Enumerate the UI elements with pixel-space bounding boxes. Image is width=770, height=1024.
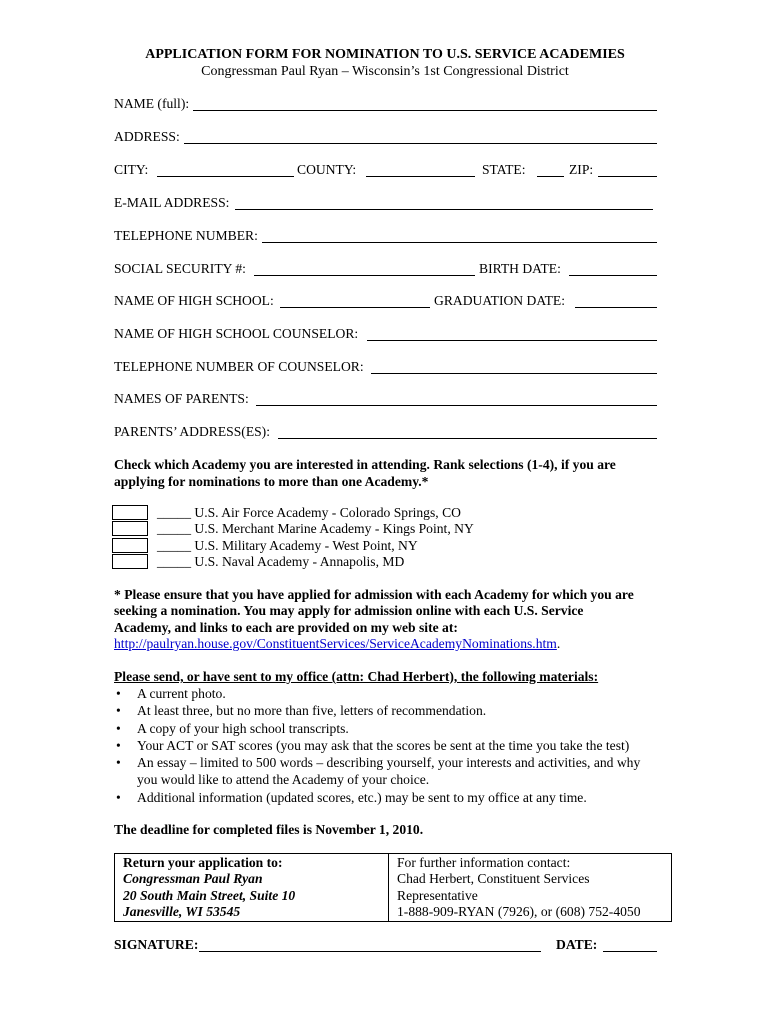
academy-instruction-1: Check which Academy you are interested in attending. Rank selections (1-4), if you are xyxy=(114,457,616,472)
parents-address-label: PARENTS’ ADDRESS(ES): xyxy=(114,424,270,439)
academy-air-force: _____ U.S. Air Force Academy - Colorado Springs, CO xyxy=(157,505,461,520)
city-label: CITY: xyxy=(114,162,149,177)
materials-heading: Please send, or have sent to my office (attn: Chad Herbert), the following materials: xyxy=(114,669,599,684)
nomination-url-link[interactable]: http://paulryan.house.gov/ConstituentServices/ServiceAcademyNominations.htm xyxy=(114,636,557,651)
note-line-2: seeking a nomination. You may apply for admission online with each U.S. Service xyxy=(114,603,584,618)
county-label: COUNTY: xyxy=(297,162,357,177)
contact-phone: 1-888-909-RYAN (7926), or (608) 752-4050 xyxy=(397,904,641,919)
deadline-text: The deadline for completed files is November 1, 2010. xyxy=(114,822,424,837)
note-line-1: * Please ensure that you have applied for admission with each Academy for which you are xyxy=(114,587,634,602)
material-item-scores: Your ACT or SAT scores (you may ask that the scores be sent at the time you take the test) xyxy=(137,738,630,753)
graduation-date-label: GRADUATION DATE: xyxy=(434,293,566,308)
academy-merchant-marine: _____ U.S. Merchant Marine Academy - Kings Point, NY xyxy=(157,521,474,536)
bullet-icon: • xyxy=(116,755,121,770)
state-label: STATE: xyxy=(482,162,526,177)
state-line[interactable] xyxy=(537,176,564,177)
date-line[interactable] xyxy=(603,951,657,952)
zip-line[interactable] xyxy=(598,176,657,177)
bullet-icon: • xyxy=(116,686,121,701)
return-heading: Return your application to: xyxy=(123,855,283,870)
county-line[interactable] xyxy=(366,176,475,177)
material-item-additional: Additional information (updated scores, etc.) may be sent to my office at any time. xyxy=(137,790,587,805)
city-line[interactable] xyxy=(157,176,294,177)
high-school-label: NAME OF HIGH SCHOOL: xyxy=(114,293,274,308)
return-info-table xyxy=(114,853,672,922)
material-item-essay: An essay – limited to 500 words – describing yourself, your interests and activities, and why xyxy=(137,755,641,770)
bullet-icon: • xyxy=(116,738,121,753)
return-city: Janesville, WI 53545 xyxy=(123,904,241,919)
note-line-3: Academy, and links to each are provided on my web site at: xyxy=(114,620,458,635)
return-street: 20 South Main Street, Suite 10 xyxy=(123,888,296,903)
return-address-cell xyxy=(115,854,389,921)
zip-label: ZIP: xyxy=(569,162,594,177)
telephone-label: TELEPHONE NUMBER: xyxy=(114,228,258,243)
bullet-icon: • xyxy=(116,790,121,805)
return-name: Congressman Paul Ryan xyxy=(123,871,263,886)
email-label: E-MAIL ADDRESS: xyxy=(114,195,230,210)
contact-title: Representative xyxy=(397,888,478,903)
material-item-letters: At least three, but no more than five, letters of recommendation. xyxy=(137,703,487,718)
ssn-label: SOCIAL SECURITY #: xyxy=(114,261,246,276)
bullet-icon: • xyxy=(116,721,121,736)
counselor-phone-line[interactable] xyxy=(371,373,657,374)
name-line[interactable] xyxy=(193,110,657,111)
form-title: APPLICATION FORM FOR NOMINATION TO U.S. SERVICE ACADEMIES xyxy=(145,47,625,62)
email-line[interactable] xyxy=(235,209,653,210)
url-period: . xyxy=(556,636,561,651)
signature-line[interactable] xyxy=(199,951,541,952)
academy-instruction-2: applying for nominations to more than one Academy.* xyxy=(114,474,429,489)
rank-box-air-force[interactable] xyxy=(112,505,148,520)
material-item-essay-continued: you would like to attend the Academy of your choice. xyxy=(137,772,430,787)
parents-line[interactable] xyxy=(256,405,657,406)
signature-label: SIGNATURE: xyxy=(114,937,199,952)
parents-label: NAMES OF PARENTS: xyxy=(114,391,249,406)
material-item-photo: A current photo. xyxy=(137,686,226,701)
counselor-line[interactable] xyxy=(367,340,657,341)
birth-date-label: BIRTH DATE: xyxy=(479,261,561,276)
contact-info-cell xyxy=(389,854,671,921)
academy-military: _____ U.S. Military Academy - West Point, NY xyxy=(157,538,418,553)
bullet-icon: • xyxy=(116,703,121,718)
rank-box-military[interactable] xyxy=(112,538,148,553)
rank-box-merchant-marine[interactable] xyxy=(112,521,148,536)
rank-box-naval[interactable] xyxy=(112,554,148,569)
date-label: DATE: xyxy=(556,937,598,952)
form-subtitle: Congressman Paul Ryan – Wisconsin’s 1st Congressional District xyxy=(201,64,569,79)
ssn-line[interactable] xyxy=(254,275,475,276)
birth-date-line[interactable] xyxy=(569,275,657,276)
graduation-date-line[interactable] xyxy=(575,307,657,308)
address-line[interactable] xyxy=(184,143,657,144)
contact-heading: For further information contact: xyxy=(397,855,571,870)
high-school-line[interactable] xyxy=(280,307,430,308)
address-label: ADDRESS: xyxy=(114,129,180,144)
contact-name: Chad Herbert, Constituent Services xyxy=(397,871,590,886)
name-label: NAME (full): xyxy=(114,96,190,111)
nomination-url-row xyxy=(114,636,560,652)
material-item-transcripts: A copy of your high school transcripts. xyxy=(137,721,349,736)
counselor-phone-label: TELEPHONE NUMBER OF COUNSELOR: xyxy=(114,359,364,374)
academy-naval: _____ U.S. Naval Academy - Annapolis, MD xyxy=(157,554,405,569)
parents-address-line[interactable] xyxy=(278,438,657,439)
telephone-line[interactable] xyxy=(262,242,657,243)
counselor-label: NAME OF HIGH SCHOOL COUNSELOR: xyxy=(114,326,359,341)
